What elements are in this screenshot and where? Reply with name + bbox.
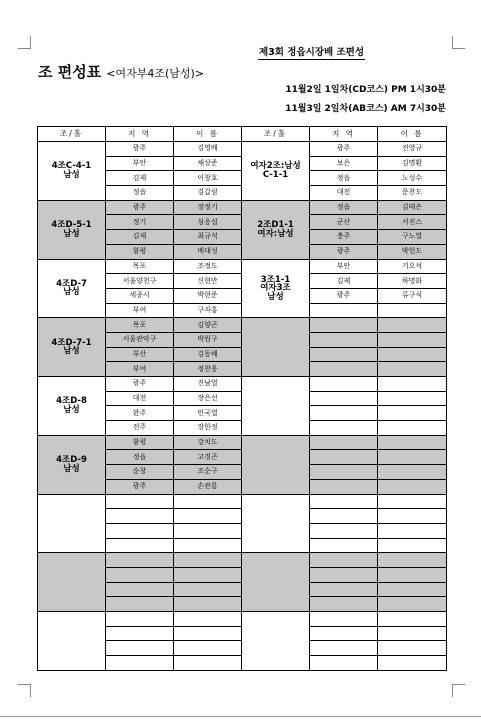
name-cell-left: 김양곤 [174, 318, 242, 333]
name-cell-left: 박원구 [174, 332, 242, 347]
table-header-row [38, 127, 447, 142]
region-cell-right [310, 582, 378, 597]
group-label-line: 남성 [63, 404, 80, 415]
name-cell-right [378, 362, 447, 377]
group-label-line: 여자2조:남성 [250, 161, 301, 172]
name-cell-right [378, 450, 447, 465]
name-cell-right [378, 494, 447, 509]
table-row [38, 553, 447, 568]
region-cell-left [106, 612, 174, 627]
group-label-line: 4조D-8 [56, 396, 87, 407]
header-name-left: 이 름 [174, 127, 242, 142]
region-cell-left [106, 509, 174, 524]
name-cell-left: 신현만 [174, 274, 242, 289]
name-cell-left: 심응섭 [174, 215, 242, 230]
name-cell-right: 노성수 [378, 171, 447, 186]
name-cell-left: 김갑림 [174, 186, 242, 201]
table-row [38, 435, 447, 450]
region-cell-left: 정기 [106, 215, 174, 230]
region-cell-left: 완주 [106, 406, 174, 421]
region-cell-left: 대전 [106, 391, 174, 406]
name-cell-right [378, 435, 447, 450]
region-cell-right [310, 421, 378, 436]
group-label-left [38, 318, 106, 377]
table-row [38, 318, 447, 333]
group-label-line: 남성 [267, 291, 284, 302]
header-group-right: 조/홀 [242, 127, 310, 142]
region-cell-left [106, 656, 174, 671]
name-cell-right: 진영규 [378, 142, 447, 157]
name-cell-right [378, 641, 447, 656]
header-group-left: 조/홀 [38, 127, 106, 142]
region-cell-right: 김제 [310, 274, 378, 289]
name-cell-left [174, 523, 242, 538]
region-cell-left: 부안 [106, 156, 174, 171]
name-cell-left [174, 538, 242, 553]
group-label-right [242, 435, 310, 494]
group-label-left [38, 612, 106, 671]
region-cell-left: 세종시 [106, 288, 174, 303]
region-cell-left [106, 641, 174, 656]
schedule-day1: 11월2일 1일차(CD코스) PM 1시30분 [285, 85, 446, 95]
name-cell-right [378, 318, 447, 333]
name-cell-left: 장은선 [174, 391, 242, 406]
name-cell-left: 장한정 [174, 421, 242, 436]
region-cell-left [106, 523, 174, 538]
region-cell-left: 서울양천구 [106, 274, 174, 289]
region-cell-right [310, 406, 378, 421]
group-label-left [38, 259, 106, 318]
region-cell-left [106, 567, 174, 582]
group-label-right [242, 142, 310, 201]
name-cell-right [378, 612, 447, 627]
name-cell-left: 최규석 [174, 230, 242, 245]
name-cell-left [174, 509, 242, 524]
region-cell-left: 광주 [106, 200, 174, 215]
region-cell-left [106, 582, 174, 597]
name-cell-right [378, 465, 447, 480]
region-cell-left: 부여 [106, 362, 174, 377]
group-label-left [38, 377, 106, 436]
name-cell-left: 장정기 [174, 200, 242, 215]
group-label-right [242, 553, 310, 612]
region-cell-left [106, 597, 174, 612]
region-cell-right: 정읍 [310, 200, 378, 215]
name-cell-right: 류구식 [378, 288, 447, 303]
region-cell-right [310, 318, 378, 333]
region-cell-left: 부산 [106, 347, 174, 362]
name-cell-right [378, 332, 447, 347]
group-label-left [38, 200, 106, 259]
crop-mark-bottom-right [452, 684, 465, 697]
name-cell-right: 구노열 [378, 230, 447, 245]
group-label-line: 남성 [63, 346, 80, 357]
region-cell-left [106, 626, 174, 641]
name-cell-right [378, 509, 447, 524]
name-cell-right [378, 656, 447, 671]
group-label-line: 남성 [63, 463, 80, 474]
name-cell-right [378, 421, 447, 436]
group-label-right [242, 259, 310, 318]
name-cell-left: 배대성 [174, 244, 242, 259]
group-label-line: 남성 [63, 169, 80, 180]
name-cell-right [378, 347, 447, 362]
name-cell-left: 손관룡 [174, 479, 242, 494]
region-cell-right [310, 523, 378, 538]
header-region-left: 지 역 [106, 127, 174, 142]
name-cell-right: 김명환 [378, 156, 447, 171]
name-cell-left [174, 567, 242, 582]
name-cell-left: 김동해 [174, 347, 242, 362]
region-cell-right [310, 362, 378, 377]
region-cell-right [310, 656, 378, 671]
crop-mark-bottom-left [18, 684, 31, 697]
group-label-line: 여자3조 [260, 283, 291, 294]
region-cell-right: 충주 [310, 230, 378, 245]
region-cell-left: 정읍 [106, 450, 174, 465]
header-region-right: 지 역 [310, 127, 378, 142]
name-cell-right [378, 538, 447, 553]
group-label-line: 2조D1-1 [257, 220, 294, 231]
name-cell-left: 진남열 [174, 377, 242, 392]
name-cell-left [174, 641, 242, 656]
name-cell-right [378, 303, 447, 318]
region-cell-left: 김제 [106, 171, 174, 186]
region-cell-right [310, 435, 378, 450]
group-label-line: 남성 [63, 287, 80, 298]
name-cell-left [174, 582, 242, 597]
region-cell-right: 부안 [310, 259, 378, 274]
name-cell-right [378, 626, 447, 641]
region-cell-right: 광주 [310, 142, 378, 157]
region-cell-left: 광주 [106, 479, 174, 494]
group-label-right [242, 200, 310, 259]
name-cell-left: 강치도 [174, 435, 242, 450]
document-title-sub: <여자부4조(남성)> [106, 67, 205, 80]
region-cell-left: 광주 [106, 142, 174, 157]
name-cell-left: 정찬웅 [174, 362, 242, 377]
name-cell-left [174, 626, 242, 641]
region-cell-right [310, 612, 378, 627]
group-label-left [38, 142, 106, 201]
region-cell-left [106, 553, 174, 568]
crop-mark-top-right [452, 36, 465, 49]
region-cell-left: 함평 [106, 435, 174, 450]
name-cell-left: 채상준 [174, 156, 242, 171]
region-cell-left: 광주 [106, 377, 174, 392]
region-cell-right [310, 538, 378, 553]
region-cell-right [310, 332, 378, 347]
region-cell-left [106, 538, 174, 553]
name-cell-left: 박현준 [174, 288, 242, 303]
group-label-line: 4조D-5-1 [51, 220, 92, 231]
region-cell-left: 김제 [106, 230, 174, 245]
group-schedule-table [37, 126, 447, 671]
region-cell-left [106, 494, 174, 509]
header-name-right: 이 름 [378, 127, 447, 142]
region-cell-right: 군산 [310, 215, 378, 230]
name-cell-right: 김태은 [378, 200, 447, 215]
name-cell-left [174, 494, 242, 509]
name-cell-right [378, 523, 447, 538]
region-cell-right [310, 509, 378, 524]
region-cell-right: 보은 [310, 156, 378, 171]
name-cell-left [174, 656, 242, 671]
table-row [38, 259, 447, 274]
region-cell-right: 정읍 [310, 171, 378, 186]
group-label-left [38, 435, 106, 494]
name-cell-left: 김영배 [174, 142, 242, 157]
region-cell-right [310, 553, 378, 568]
group-label-line: 4조D-9 [56, 455, 87, 466]
region-cell-left: 목포 [106, 259, 174, 274]
name-cell-right [378, 391, 447, 406]
name-cell-left: 이창호 [174, 171, 242, 186]
group-label-line: 3조1-1 [260, 274, 291, 285]
region-cell-left: 목포 [106, 318, 174, 333]
name-cell-left: 고경곤 [174, 450, 242, 465]
region-cell-left: 부여 [106, 303, 174, 318]
region-cell-right: 광주 [310, 244, 378, 259]
region-cell-right [310, 597, 378, 612]
event-title: 제3회 정읍시장배 조편성 [258, 44, 365, 60]
group-label-left [38, 494, 106, 553]
region-cell-right: 대전 [310, 186, 378, 201]
group-label-right [242, 494, 310, 553]
region-cell-left: 순창 [106, 465, 174, 480]
group-label-line: 남성 [63, 228, 80, 239]
name-cell-left [174, 553, 242, 568]
name-cell-right [378, 406, 447, 421]
document-title [38, 61, 204, 82]
region-cell-right [310, 391, 378, 406]
name-cell-right [378, 553, 447, 568]
document-title-main: 조 편성표 [38, 63, 102, 81]
group-label-line: 여자:남성 [257, 228, 294, 239]
group-label-line: C-1-1 [262, 169, 289, 180]
group-label-line: 4조C-4-1 [51, 161, 92, 172]
region-cell-right [310, 479, 378, 494]
name-cell-right [378, 597, 447, 612]
name-cell-right [378, 582, 447, 597]
table-row [38, 612, 447, 627]
region-cell-right [310, 567, 378, 582]
page-bottom-edge [0, 716, 481, 717]
name-cell-left [174, 597, 242, 612]
region-cell-right [310, 303, 378, 318]
name-cell-left: 조정도 [174, 259, 242, 274]
name-cell-left [174, 612, 242, 627]
name-cell-right: 서진스 [378, 215, 447, 230]
name-cell-right: 문찬도 [378, 186, 447, 201]
region-cell-right: 광주 [310, 288, 378, 303]
crop-mark-top-left [18, 36, 31, 49]
region-cell-left: 서울관악구 [106, 332, 174, 347]
group-label-line: 4조D-7-1 [51, 337, 92, 348]
name-cell-right [378, 567, 447, 582]
region-cell-right [310, 377, 378, 392]
region-cell-right [310, 347, 378, 362]
name-cell-right: 기오석 [378, 259, 447, 274]
group-label-left [38, 553, 106, 612]
region-cell-left: 함평 [106, 244, 174, 259]
group-label-right [242, 377, 310, 436]
region-cell-right [310, 626, 378, 641]
region-cell-right [310, 641, 378, 656]
region-cell-right [310, 465, 378, 480]
name-cell-right [378, 377, 447, 392]
name-cell-left: 구자홍 [174, 303, 242, 318]
name-cell-left: 조순구 [174, 465, 242, 480]
name-cell-right: 박헌도 [378, 244, 447, 259]
group-label-line: 4조D-7 [56, 278, 87, 289]
table-row [38, 200, 447, 215]
table-row [38, 142, 447, 157]
region-cell-right [310, 494, 378, 509]
name-cell-right [378, 479, 447, 494]
group-label-right [242, 318, 310, 377]
name-cell-left: 민국열 [174, 406, 242, 421]
table-row [38, 494, 447, 509]
region-cell-left: 전주 [106, 421, 174, 436]
name-cell-right: 하명화 [378, 274, 447, 289]
region-cell-left: 정읍 [106, 186, 174, 201]
table-row [38, 377, 447, 392]
schedule-day2: 11월3일 2일차(AB코스) AM 7시30분 [285, 104, 446, 114]
group-label-right [242, 612, 310, 671]
region-cell-right [310, 450, 378, 465]
